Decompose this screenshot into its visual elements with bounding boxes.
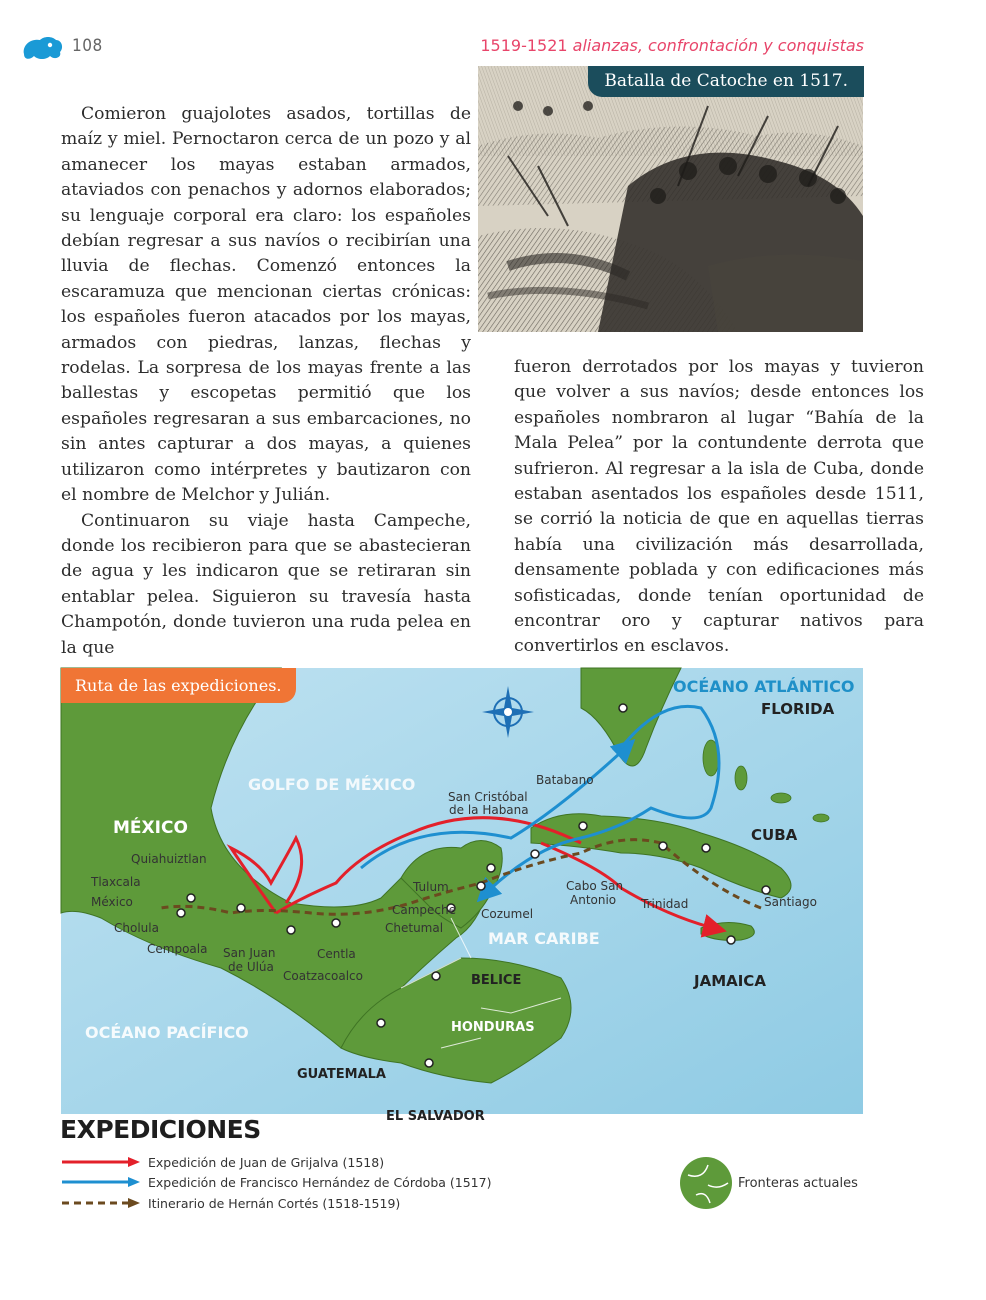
place-cholula: Cholula: [114, 921, 159, 935]
belice-label: BELICE: [471, 973, 522, 988]
place-tlaxcala: Tlaxcala: [91, 875, 141, 889]
pacific-label: OCÉANO PACÍFICO: [85, 1023, 249, 1042]
florida-label: FLORIDA: [761, 700, 835, 718]
paragraph: Comieron guajolotes asados, tortillas de maíz y miel. Pernoctaron cerca de un pozo y al amanecer los mayas estaban armados, ataviados con penachos y adornos elaborados; su lenguaje corporal era claro: los españoles debían regresar a sus navíos o recibirían una lluvia de flechas. Comenzó entonces la escaramuza que mencionan ciertas crónicas: los españoles fueron atacados por los mayas, armados con piedras, lanzas, flechas y rodelas. La sorpresa de los mayas frente a las ballestas y escopetas permitió que los españoles regresaran a sus embarcaciones, no sin antes capturar a dos mayas, a quienes utilizaron como intérpretes y bautizaron con el nombre de Melchor y Julián.: [61, 104, 471, 506]
red-arrow-icon: [62, 1156, 142, 1168]
place-cabo-2: Antonio: [570, 893, 617, 907]
place-cozumel: Cozumel: [481, 907, 534, 921]
running-years: 1519-1521: [480, 36, 568, 55]
place-cabo-1: Cabo San: [566, 879, 624, 893]
legend-item-cordoba: [62, 1172, 491, 1192]
place-habana-2: de la Habana: [449, 803, 529, 817]
publisher-logo-icon: [20, 34, 64, 62]
jamaica-label: JAMAICA: [694, 972, 766, 990]
image-caption: Batalla de Catoche en 1517.: [588, 66, 864, 97]
caribbean-label: MAR CARIBE: [488, 929, 600, 948]
legend-title: EXPEDICIONES: [60, 1115, 261, 1144]
battle-engraving-image: [478, 66, 863, 332]
place-batabano: Batabano: [536, 773, 594, 787]
place-campeche: Campeche: [392, 903, 457, 917]
map-graphic: [61, 668, 863, 1124]
paragraph: fueron derrotados por los mayas y tuvieron que volver a sus navíos; desde entonces los españoles nombraron al lugar “Bahía de la Mala Pelea” por la contundente derrota que sufrieron. Al regresar a la isla de Cuba, donde estaban asentados los españoles desde 1511, se corrió la noticia de que en aquellas tierras había una civilización más desarrollada, densamente poblada y con edificaciones más sofisticadas, donde tenían oportunidad de encontrar oro y capturar nativos para convertirlos en esclavos.: [514, 357, 924, 657]
globe-borders-icon: [678, 1155, 734, 1211]
running-header: [480, 36, 864, 55]
body-text-left: [61, 102, 471, 661]
place-san-juan: San Juan: [223, 946, 276, 960]
mexico-label: MÉXICO: [113, 818, 188, 838]
guatemala-label: GUATEMALA: [297, 1067, 386, 1082]
cuba-label: CUBA: [751, 826, 798, 844]
place-centla: Centla: [317, 947, 356, 961]
legend-borders: [678, 1155, 858, 1211]
place-de-ulua: de Ulúa: [228, 960, 274, 974]
place-trinidad: Trinidad: [641, 897, 689, 911]
dashed-arrow-icon: [62, 1197, 142, 1209]
atlantic-label: OCÉANO ATLÁNTICO: [673, 677, 855, 696]
running-title: alianzas, confrontación y conquistas: [572, 36, 864, 55]
paragraph: Continuaron su viaje hasta Campeche, donde los recibieron para que se abastecieran de agua y les indicaron que se retiraran sin entablar pelea. Siguieron su travesía hasta Champotón, donde tuvieron una ruda pelea en la que: [61, 510, 471, 658]
place-santiago: Santiago: [764, 895, 817, 909]
place-tulum: Tulum: [413, 880, 449, 894]
el-salvador-label: EL SALVADOR: [386, 1109, 485, 1124]
legend-item-cortes: [62, 1193, 400, 1213]
battle-illustration: [478, 66, 863, 332]
place-habana-1: San Cristóbal: [448, 790, 528, 804]
page-number: 108: [72, 36, 103, 56]
legend-borders-label: Fronteras actuales: [738, 1175, 858, 1191]
place-coatzacoalco: Coatzacoalco: [283, 969, 363, 983]
place-mexico: México: [91, 895, 133, 909]
place-quiahuiztlan: Quiahuiztlan: [131, 852, 207, 866]
gulf-label: GOLFO DE MÉXICO: [248, 775, 416, 794]
expeditions-map: [61, 668, 863, 1124]
place-chetumal: Chetumal: [385, 921, 444, 935]
blue-arrow-icon: [62, 1176, 142, 1188]
honduras-label: HONDURAS: [451, 1020, 535, 1035]
legend-item-grijalva: [62, 1152, 384, 1172]
legend-label: Expedición de Francisco Hernández de Córdoba (1517): [148, 1174, 492, 1190]
place-cempoala: Cempoala: [147, 942, 208, 956]
body-text-right: [514, 355, 924, 660]
legend-label: Expedición de Juan de Grijalva (1518): [148, 1154, 385, 1170]
map-caption: Ruta de las expediciones.: [61, 668, 296, 703]
legend-label: Itinerario de Hernán Cortés (1518-1519): [148, 1195, 401, 1211]
